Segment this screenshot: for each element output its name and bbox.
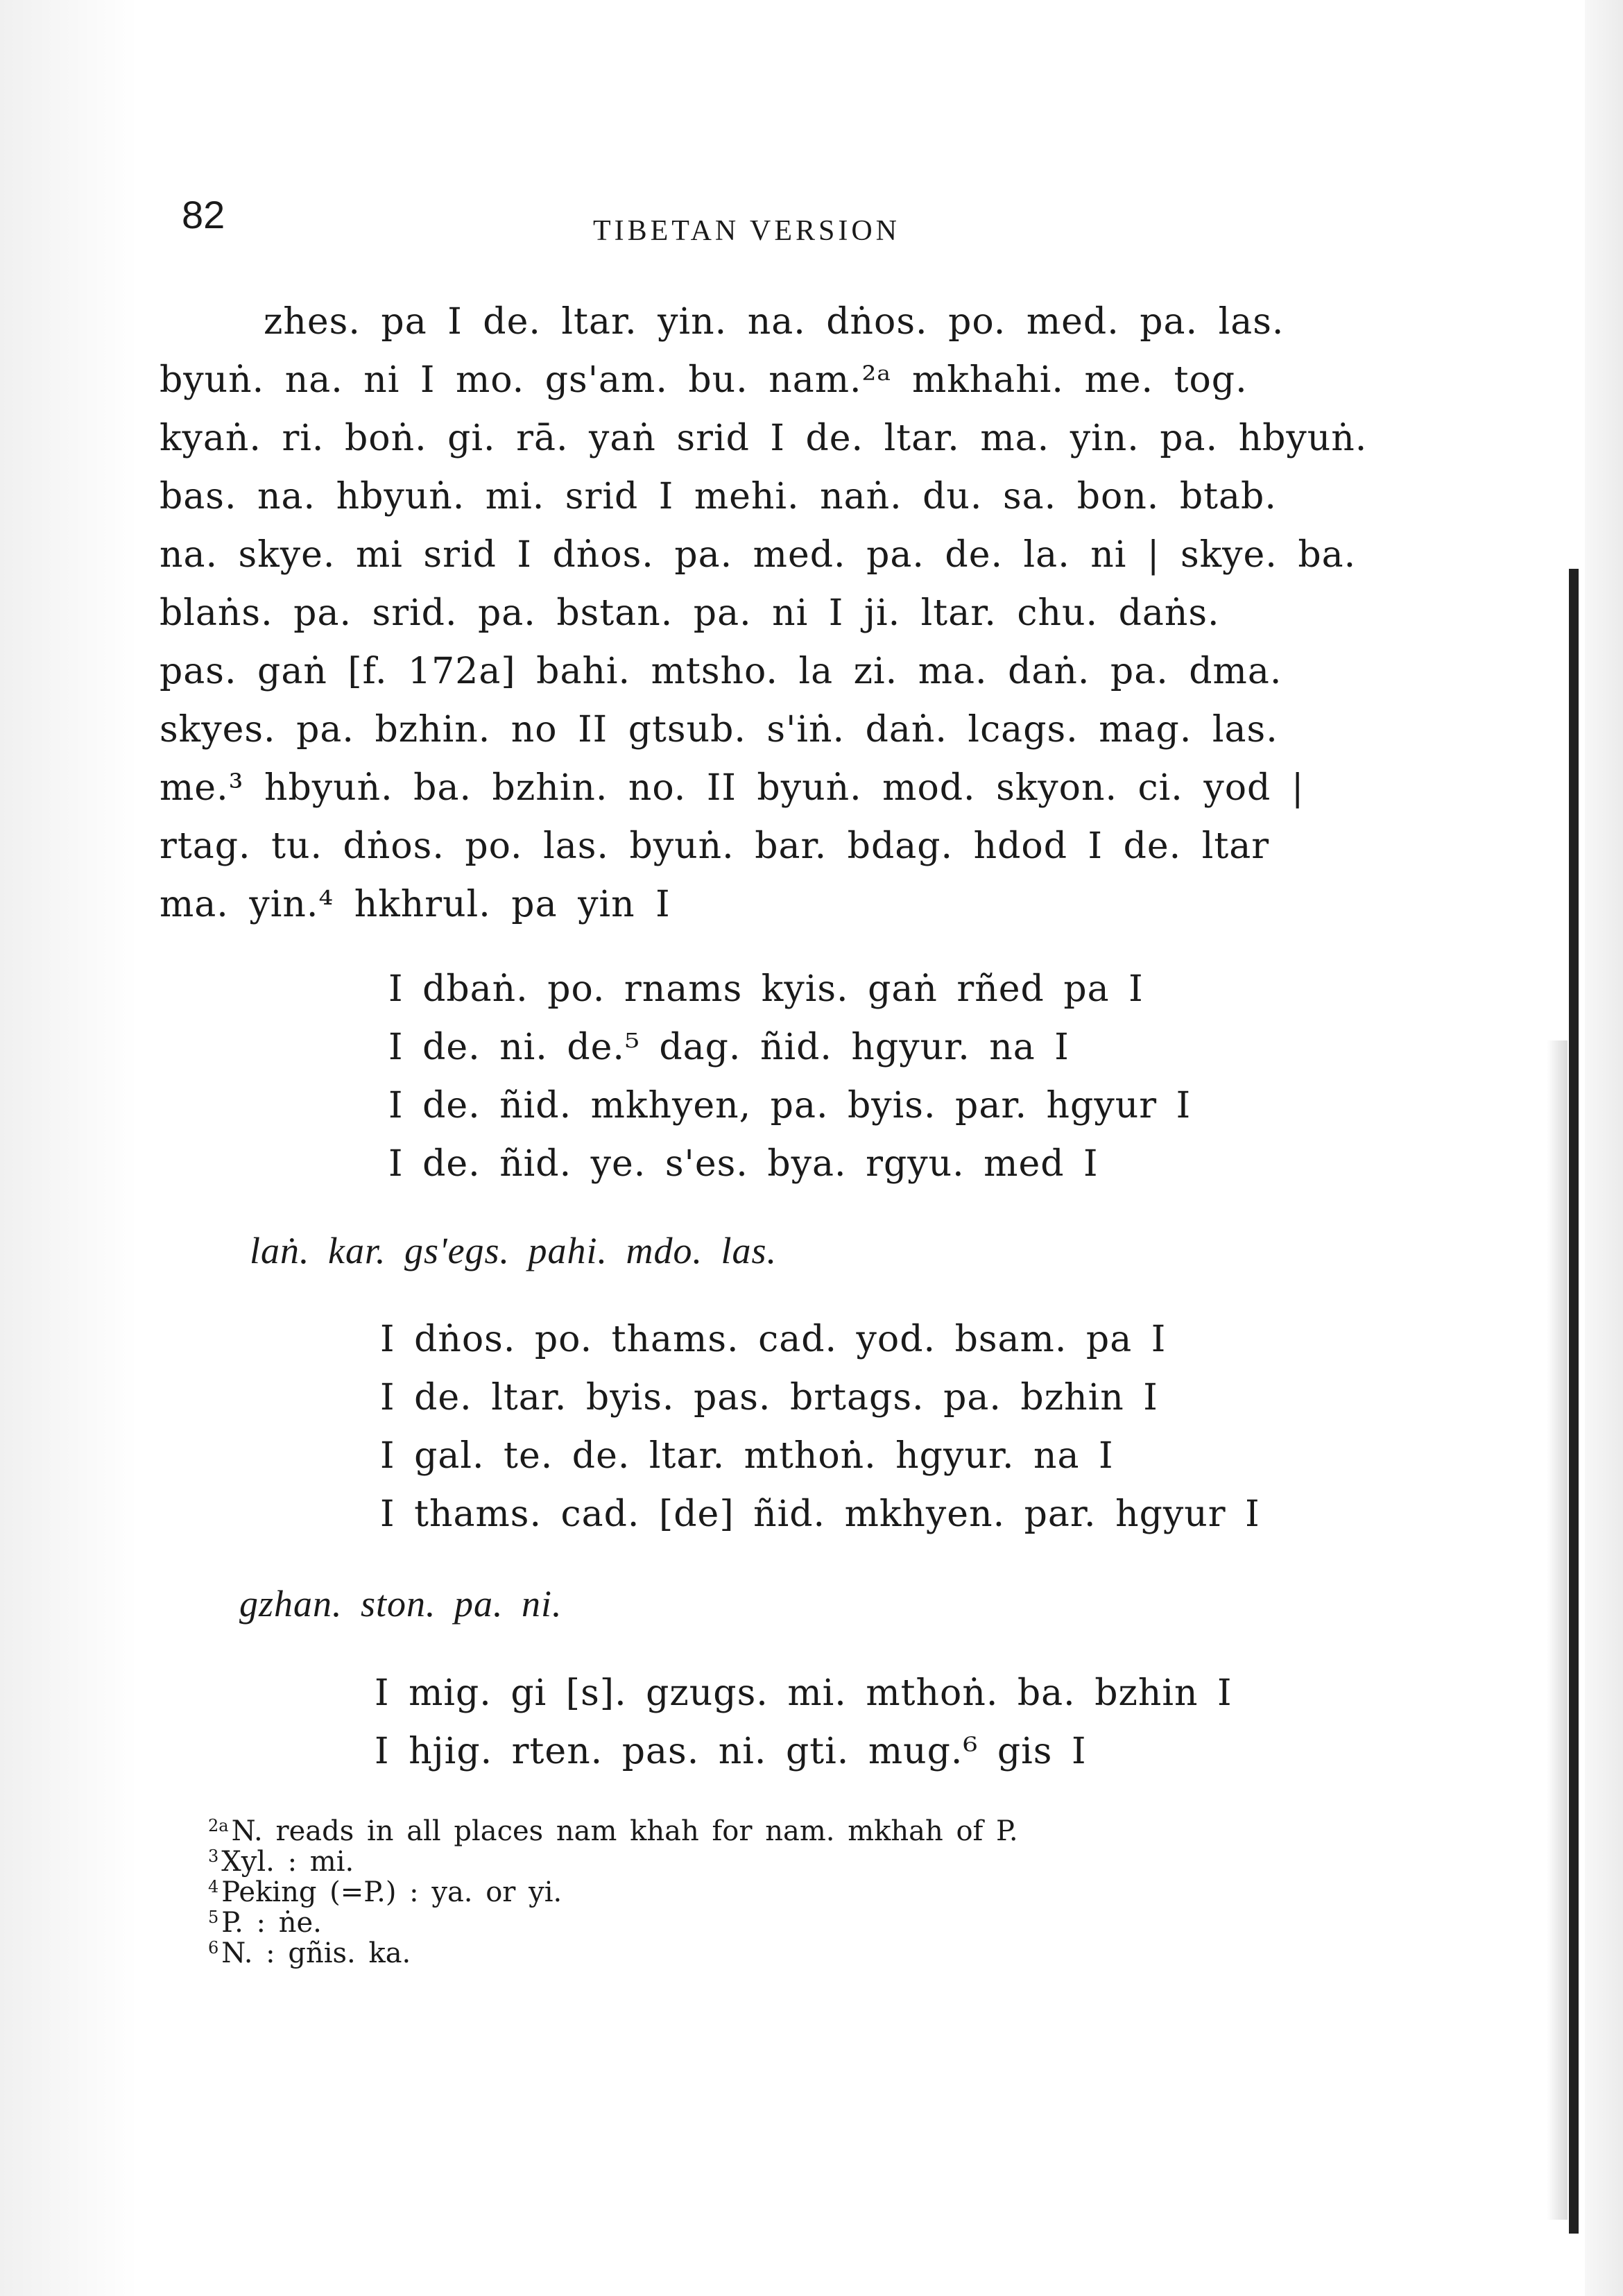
verse-line: I gal. te. de. ltar. mthoṅ. hgyur. na I <box>380 1435 1114 1477</box>
prose-line: pas. gaṅ [f. 172a] bahi. mtsho. la zi. ma. daṅ. pa. dma. <box>160 651 1282 692</box>
verse-line: I dṅos. po. thams. cad. yod. bsam. pa I <box>380 1319 1167 1360</box>
prose-line: me.³ hbyuṅ. ba. bzhin. no. II byuṅ. mod. skyon. ci. yod | <box>160 767 1305 809</box>
footnote-text: P. : ṅe. <box>221 1907 322 1939</box>
page-number: 82 <box>182 193 225 237</box>
footnote-mark: 3 <box>208 1847 219 1866</box>
prose-line: na. skye. mi srid I dṅos. pa. med. pa. de. la. ni | skye. ba. <box>160 534 1357 576</box>
prose-line: kyaṅ. ri. boṅ. gi. rā. yaṅ srid I de. ltar. ma. yin. pa. hbyuṅ. <box>160 418 1368 459</box>
section-heading: gzhan. ston. pa. ni. <box>239 1583 563 1625</box>
footnote <box>208 1817 1018 1845</box>
prose-line: blaṅs. pa. srid. pa. bstan. pa. ni I ji. ltar. chu. daṅs. <box>160 592 1220 634</box>
prose-line: zhes. pa I de. ltar. yin. na. dṅos. po. med. pa. las. <box>264 301 1285 343</box>
verse-line: I de. ñid. ye. s'es. bya. rgyu. med I <box>388 1143 1099 1185</box>
verse-line: I de. ñid. mkhyen, pa. byis. par. hgyur I <box>388 1085 1192 1126</box>
binding-gutter-shade <box>1585 0 1623 2296</box>
binding-edge <box>1569 569 1579 2234</box>
scan-edge-shading <box>0 0 139 2296</box>
footnote <box>208 1878 562 1906</box>
prose-line: ma. yin.⁴ hkhrul. pa yin I <box>160 884 671 925</box>
footnote-mark: 4 <box>208 1877 219 1896</box>
footnote-mark: 5 <box>208 1908 219 1927</box>
verse-line: I thams. cad. [de] ñid. mkhyen. par. hgyur I <box>380 1493 1260 1535</box>
footnote <box>208 1909 322 1937</box>
prose-line: bas. na. hbyuṅ. mi. srid I mehi. naṅ. du. sa. bon. btab. <box>160 476 1277 517</box>
footnote-text: Xyl. : mi. <box>221 1846 354 1878</box>
prose-line: skyes. pa. bzhin. no II gtsub. s'iṅ. daṅ. lcags. mag. las. <box>160 709 1278 751</box>
prose-line: byuṅ. na. ni I mo. gs'am. bu. nam.²ᵃ mkhahi. me. tog. <box>160 359 1248 401</box>
footnote-text: Peking (=P.) : ya. or yi. <box>221 1876 563 1908</box>
footnote-text: N. : gñis. ka. <box>221 1937 411 1969</box>
running-title: TIBETAN VERSION <box>593 215 901 247</box>
footnote-mark: 6 <box>208 1938 219 1957</box>
footnote-mark: 2a <box>208 1816 229 1835</box>
footnote-text: N. reads in all places nam khah for nam. mkhah of P. <box>231 1815 1018 1847</box>
footnote <box>208 1848 354 1876</box>
verse-line: I de. ltar. byis. pas. brtags. pa. bzhin I <box>380 1377 1158 1419</box>
footnote <box>208 1939 411 1967</box>
prose-line: rtag. tu. dṅos. po. las. byuṅ. bar. bdag. hdod I de. ltar <box>160 825 1270 867</box>
verse-line: I dbaṅ. po. rnams kyis. gaṅ rñed pa I <box>388 968 1144 1010</box>
section-heading: laṅ. kar. gs'egs. pahi. mdo. las. <box>250 1230 778 1271</box>
verse-line: I de. ni. de.⁵ dag. ñid. hgyur. na I <box>388 1027 1070 1068</box>
verse-line: I mig. gi [s]. gzugs. mi. mthoṅ. ba. bzhin I <box>375 1672 1233 1714</box>
binding-shadow <box>1547 1040 1568 2220</box>
verse-line: I hjig. rten. pas. ni. gti. mug.⁶ gis I <box>375 1731 1087 1772</box>
